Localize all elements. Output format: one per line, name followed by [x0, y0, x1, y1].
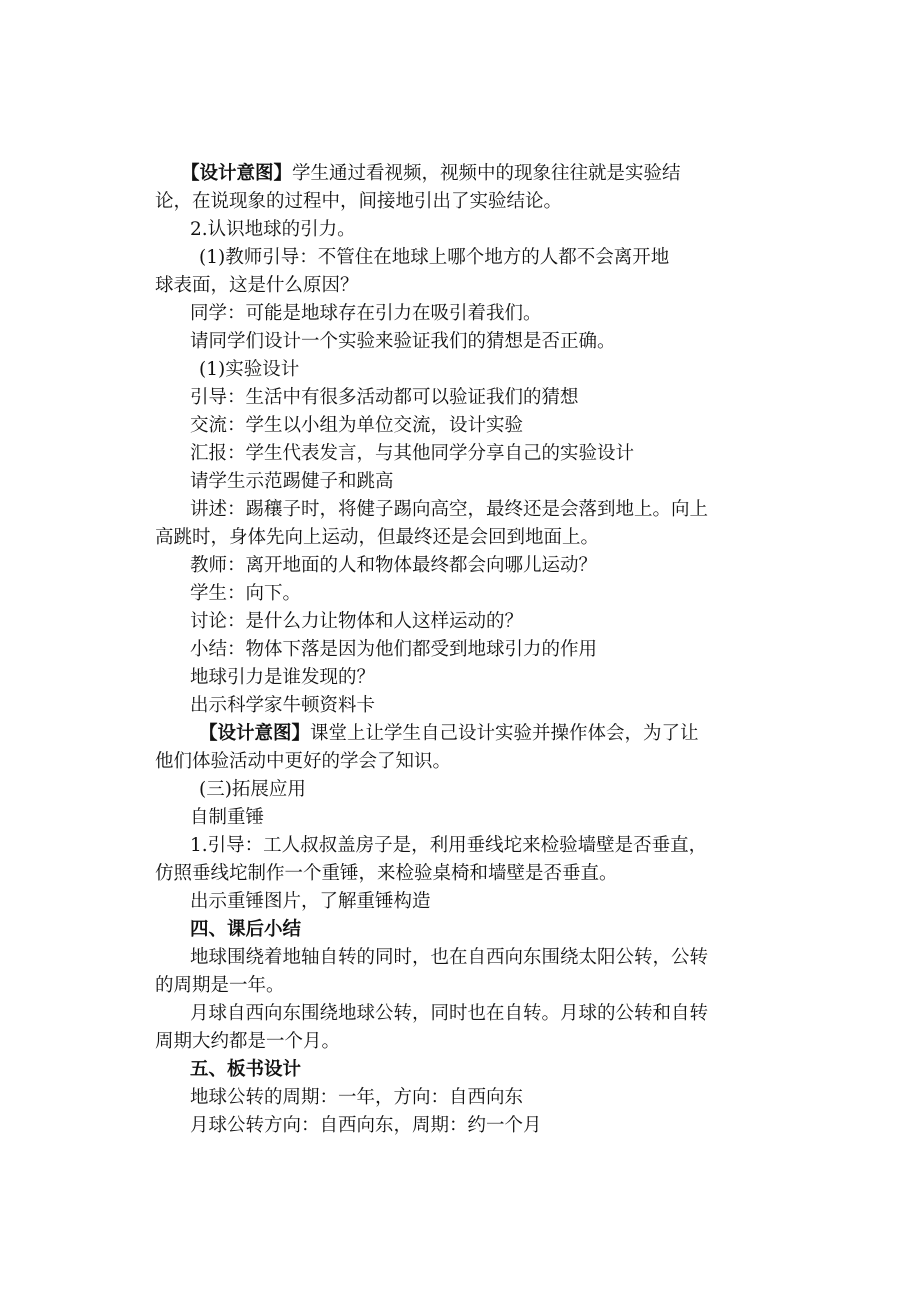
- plumb-guide-line-1: 1.引导：工人叔叔盖房子是，利用垂线坨来检验墙壁是否垂直，: [190, 835, 708, 856]
- report-line: 汇报：学生代表发言，与其他同学分享自己的实验设计: [190, 443, 635, 464]
- discussion-line: 讨论：是什么力让物体和人这样运动的？: [190, 611, 524, 632]
- narration-line-2: 高跳时，身体先向上运动，但最终还是会回到地面上。: [155, 527, 600, 548]
- design-intent-paragraph-1-line-1: [181, 160, 681, 188]
- guide-line: 引导：生活中有很多活动都可以验证我们的猜想: [190, 387, 579, 408]
- experiment-prompt: 请同学们设计一个实验来验证我们的猜想是否正确。: [190, 331, 616, 352]
- experiment-design-heading: (1)实验设计: [199, 359, 300, 380]
- gravity-discoverer-question: 地球引力是谁发现的？: [190, 667, 376, 688]
- student-reply: 学生：向下。: [190, 583, 302, 604]
- design-intent-paragraph-1-line-2: 论，在说现象的过程中，间接地引出了实验结论。: [155, 191, 563, 212]
- earth-rotation-line-1: 地球围绕着地轴自转的同时，也在自西向东围绕太阳公转，公转: [190, 947, 709, 968]
- exchange-line: 交流：学生以小组为单位交流，设计实验: [190, 415, 524, 436]
- moon-rotation-line-2: 周期大约都是一个月。: [155, 1031, 341, 1052]
- design-intent-label-2: 【设计意图】: [199, 723, 311, 744]
- design-intent-label: 【设计意图】: [181, 163, 293, 184]
- moon-rotation-line-1: 月球自西向东围绕地球公转，同时也在自转。月球的公转和自转: [190, 1003, 709, 1024]
- teacher-question: 教师：离开地面的人和物体最终都会向哪儿运动？: [190, 555, 598, 576]
- design-intent-text: 学生通过看视频，视频中的现象往往就是实验结: [292, 163, 681, 184]
- section-heading-earth-gravity: 2.认识地球的引力。: [190, 219, 356, 240]
- earth-rotation-line-2: 的周期是一年。: [155, 975, 285, 996]
- demo-line: 请学生示范踢健子和跳高: [190, 471, 394, 492]
- section-heading-summary: 四、课后小结: [190, 919, 302, 940]
- teacher-guide-line-2: 球表面，这是什么原因？: [155, 275, 359, 296]
- design-intent-paragraph-2-line-1: [199, 720, 699, 748]
- design-intent-text-2: 课堂上让学生自己设计实验并操作体会，为了让: [310, 723, 699, 744]
- summary-line: 小结：物体下落是因为他们都受到地球引力的作用: [190, 639, 598, 660]
- design-intent-paragraph-2-line-2: 他们体验活动中更好的学会了知识。: [155, 751, 452, 772]
- plumb-guide-line-2: 仿照垂线坨制作一个重锤，来检验桌椅和墙壁是否垂直。: [155, 863, 618, 884]
- narration-line-1: 讲述：踢穰子时，将健子踢向高空，最终还是会落到地上。向上: [190, 499, 709, 520]
- student-answer: 同学：可能是地球存在引力在吸引着我们。: [190, 303, 542, 324]
- board-earth-line: 地球公转的周期：一年，方向：自西向东: [190, 1087, 524, 1108]
- newton-card-line: 出示科学家牛顿资料卡: [190, 695, 376, 716]
- teacher-guide-line-1: (1)教师引导：不管住在地球上哪个地方的人都不会离开地: [199, 247, 670, 268]
- extension-heading: (三)拓展应用: [199, 779, 306, 800]
- plumb-picture-line: 出示重锤图片，了解重锤构造: [190, 891, 431, 912]
- board-moon-line: 月球公转方向：自西向东，周期：约一个月: [190, 1115, 542, 1136]
- plumb-bob-heading: 自制重锤: [190, 807, 265, 828]
- section-heading-blackboard: 五、板书设计: [190, 1059, 302, 1080]
